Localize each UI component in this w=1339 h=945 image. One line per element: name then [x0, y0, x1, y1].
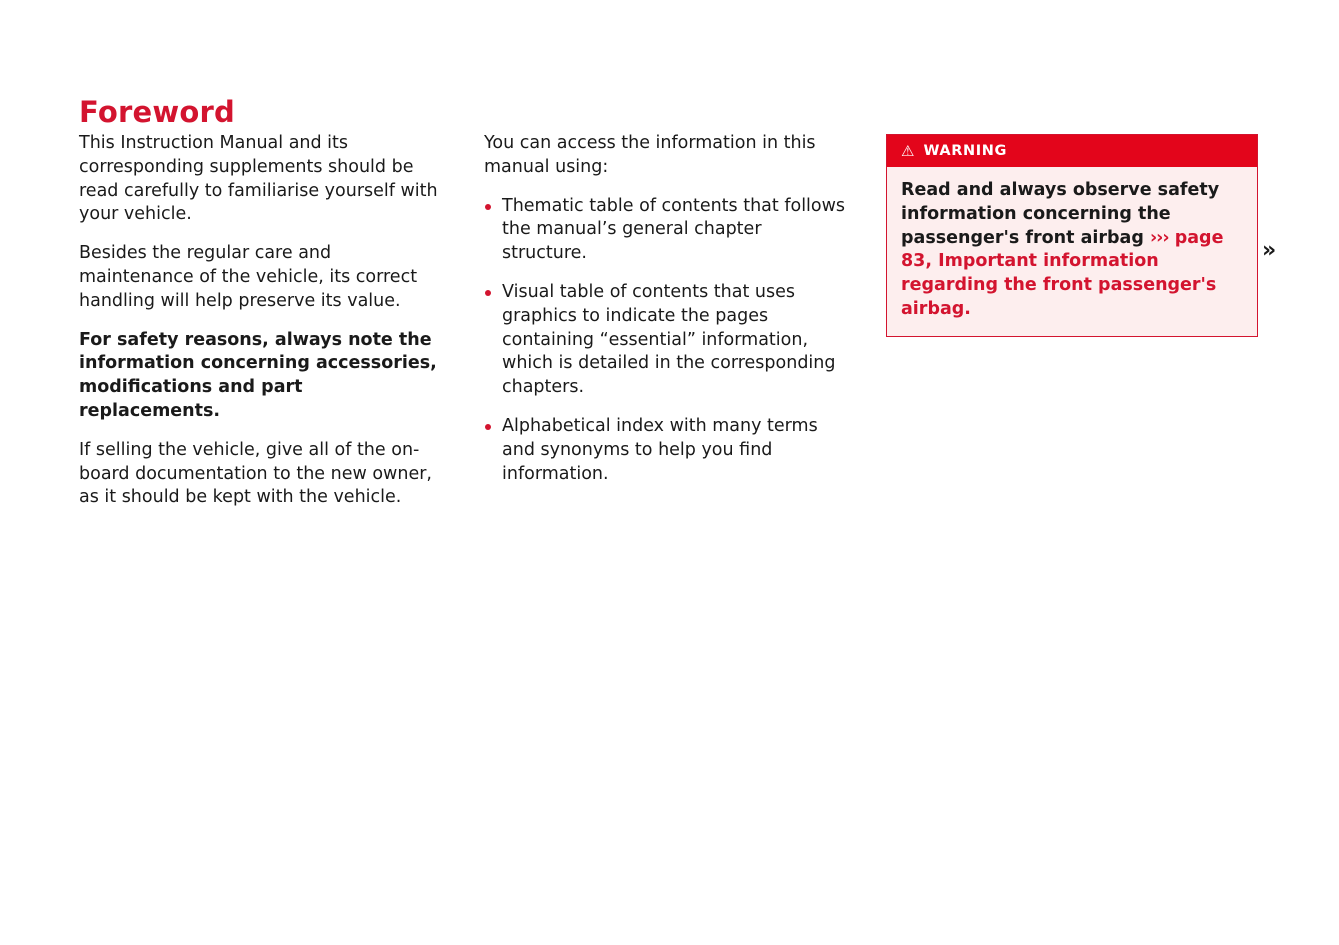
paragraph: Besides the regular care and maintenance of the vehicle, its correct handling will help preserve its value.	[79, 243, 418, 311]
list-item-label: Visual table of contents that uses graphics to indicate the pages containing “essential” information, which is detailed in the corresponding chapters.	[502, 281, 836, 398]
list-item	[484, 415, 852, 486]
warning-label: WARNING	[923, 143, 1007, 159]
warning-header	[887, 135, 1257, 167]
bullet-dot-icon	[485, 424, 491, 430]
list-item-label: Thematic table of contents that follows the manual’s general chapter structure.	[502, 195, 846, 264]
list-item-label: Alphabetical index with many terms and synonyms to help you find information.	[502, 415, 818, 484]
list-item	[484, 281, 852, 400]
warning-cross-reference[interactable]: page 83, Important information regarding the front passenger's airbag.	[901, 227, 1224, 319]
warning-body	[887, 167, 1257, 336]
warning-triangle-icon: ⚠	[901, 141, 915, 160]
chevron-right-icon: ›››	[1149, 227, 1169, 248]
paragraph: This Instruction Manual and its corresponding supplements should be read carefully to familiarise yourself with your vehicle.	[79, 133, 438, 225]
next-page-arrow-icon[interactable]: »	[1262, 238, 1275, 263]
warning-text: Read and always observe safety information concerning the passenger's front airbag	[901, 180, 1220, 248]
warning-callout	[886, 134, 1258, 337]
text-column-left	[79, 132, 447, 525]
page-title: Foreword	[79, 95, 235, 130]
paragraph: If selling the vehicle, give all of the on-board documentation to the new owner, as it should be kept with the vehicle.	[79, 439, 432, 508]
bullet-dot-icon	[485, 204, 491, 210]
paragraph-intro: You can access the information in this manual using:	[484, 133, 816, 177]
paragraph-safety-note: For safety reasons, always note the information concerning accessories, modifications and part replacements.	[79, 329, 437, 421]
text-column-middle	[484, 132, 852, 501]
list-item	[484, 195, 852, 266]
bullet-dot-icon	[485, 290, 491, 296]
